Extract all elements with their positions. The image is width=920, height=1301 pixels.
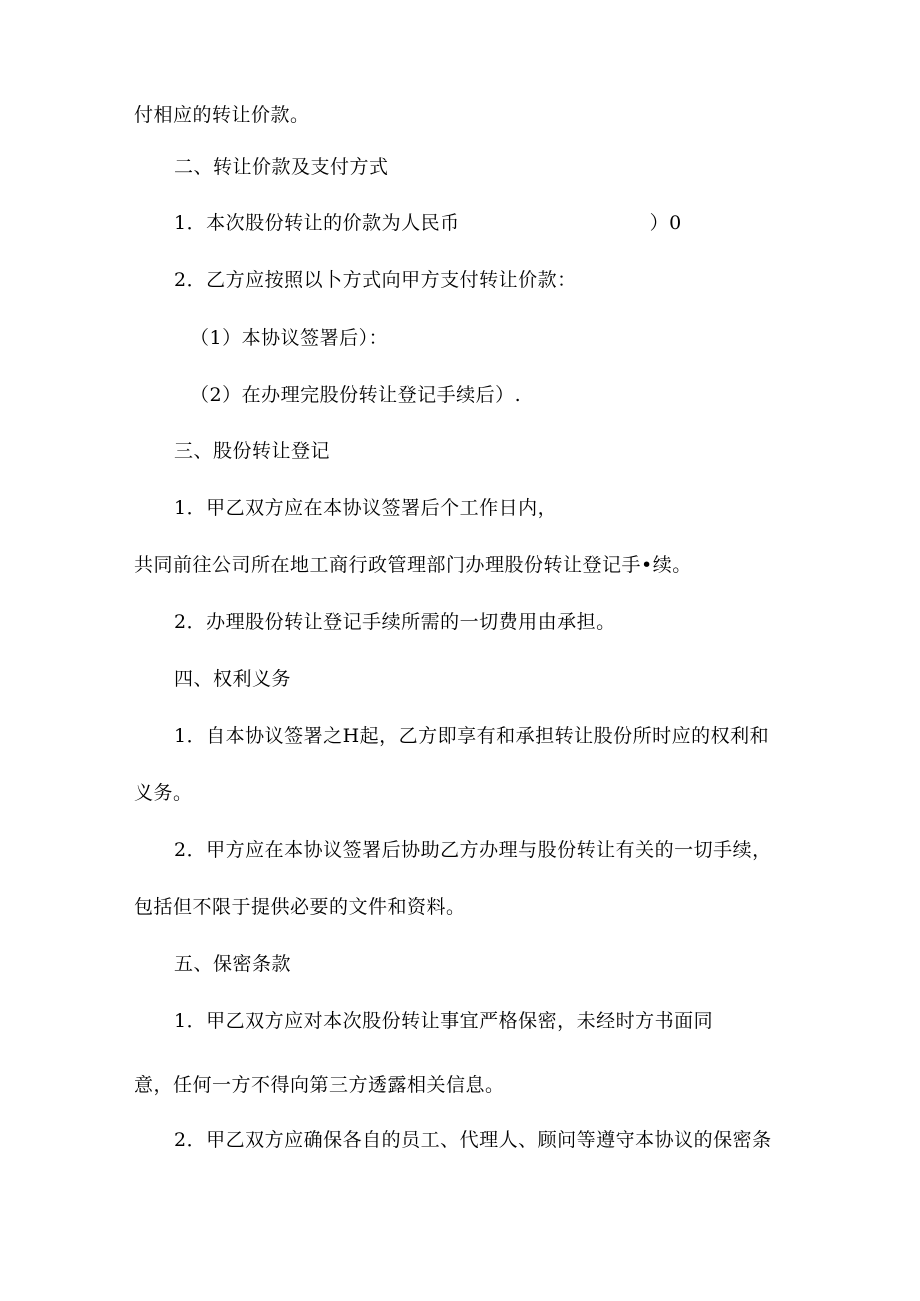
clause-2-2-item-1: （1）本协议签署后）： <box>190 327 389 349</box>
clause-5-2: 2．甲乙双方应确保各自的员工、代理人、顾问等遵守本协议的保密条 <box>174 1129 772 1151</box>
clause-4-1: 1．自本协议签署之H起，乙方即享有和承担转让股份所时应的权利和 <box>174 725 770 747</box>
section-heading-5: 五、保密条款 <box>174 953 292 975</box>
clause-4-1-continuation: 义务。 <box>134 782 193 804</box>
clause-2-1 <box>174 211 682 235</box>
clause-4-2: 2．甲方应在本协议签署后协助乙方办理与股份转让有关的一切手续， <box>174 839 772 861</box>
clause-2-1-text: 1．本次股份转让的价款为人民币 <box>174 212 460 234</box>
clause-5-1: 1．甲乙双方应对本次股份转让事宜严格保密，未经时方书面同 <box>174 1010 714 1032</box>
clause-2-2-item-2: （2）在办理完股份转让登记手续后）. <box>190 384 522 406</box>
clause-2-1-tail: ）0 <box>649 212 682 234</box>
clause-4-2-continuation: 包括但不限于提供必要的文件和资料。 <box>134 896 466 918</box>
clause-3-1: 1．甲乙双方应在本协议签署后个工作日内， <box>174 497 558 519</box>
section-heading-4: 四、权利义务 <box>174 668 292 690</box>
clause-3-1-continuation: 共同前往公司所在地工商行政管理部门办理股份转让登记手•续。 <box>134 554 692 576</box>
paragraph-continuation: 付相应的转让价款。 <box>134 104 310 126</box>
clause-5-1-continuation: 意，任何一方不得向第三方透露相关信息。 <box>134 1074 505 1096</box>
clause-2-2: 2．乙方应按照以卜方式向甲方支付转让价款： <box>174 269 577 291</box>
section-heading-2: 二、转让价款及支付方式 <box>174 156 389 178</box>
section-heading-3: 三、股份转让登记 <box>174 440 331 462</box>
clause-3-2: 2．办理股份转让登记手续所需的一切费用由承担。 <box>174 611 616 633</box>
